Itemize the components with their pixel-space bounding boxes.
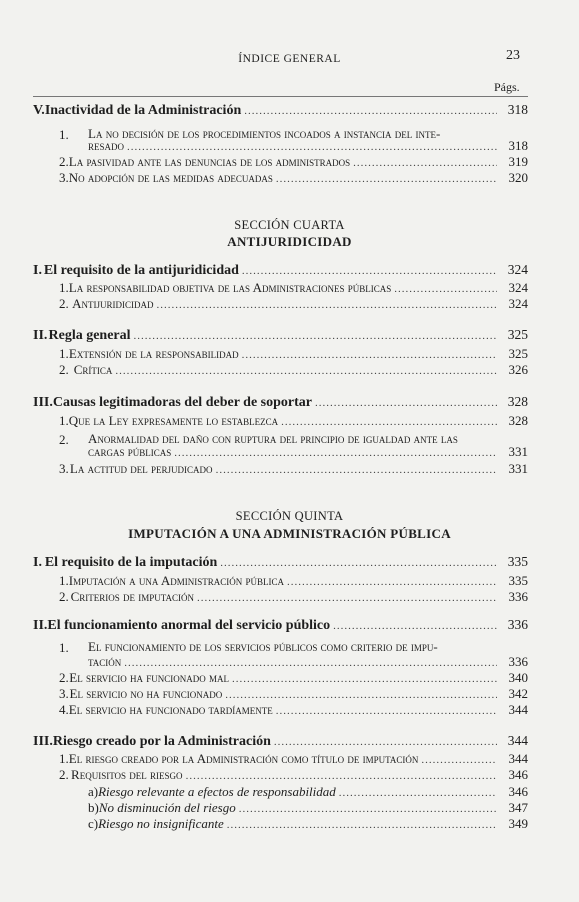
dot-leader (242, 265, 497, 277)
toc-heading[interactable]: II. El funcionamiento anormal del servicio público ..... 336 (33, 617, 528, 635)
section-label: SECCIÓN CUARTA (234, 218, 345, 232)
toc-item-text[interactable]: Anormalidad del daño con ruptura del principio de igualdad ante las (88, 431, 458, 446)
toc-item[interactable]: 2. El servicio ha funcionado mal ..... 340 (33, 670, 528, 688)
dot-leader (276, 705, 497, 717)
toc-item[interactable]: 1. El riesgo creado por la Administración como título de imputación ..... 344 (33, 751, 528, 769)
section-title: IMPUTACIÓN A UNA ADMINISTRACIÓN PÚBLICA (128, 526, 451, 541)
toc-item[interactable]: 2. La pasividad ante las denuncias de los administrados ..... 319 (33, 154, 528, 172)
dot-leader (220, 557, 497, 569)
dot-leader (281, 416, 497, 428)
dot-leader (353, 157, 497, 169)
toc-heading[interactable]: III. Riesgo creado por la Administración ..... 344 (33, 733, 528, 751)
dot-leader (244, 105, 497, 117)
dot-leader (157, 299, 497, 311)
toc-item[interactable]: tación ..... 336 (60, 654, 528, 672)
dot-leader (127, 141, 497, 153)
toc-item[interactable]: 2. Requisitos del riesgo ..... 346 (33, 767, 528, 785)
toc-heading[interactable]: I. El requisito de la antijuridicidad ..... 324 (33, 262, 528, 280)
dot-leader (239, 803, 497, 815)
pages-column-label: Págs. (494, 80, 520, 94)
toc-item-text[interactable]: El funcionamiento de los servicios públicos como criterio de impu- (88, 639, 438, 654)
dot-leader (124, 657, 497, 669)
toc-item[interactable]: 2. Crítica ..... 326 (33, 362, 528, 380)
toc-subitem[interactable]: c) Riesgo no insignificante ..... 349 (33, 816, 528, 834)
dot-leader (287, 576, 497, 588)
toc-item[interactable]: 3. El servicio no ha funcionado ..... 342 (33, 686, 528, 704)
dot-leader (276, 173, 497, 185)
toc-item[interactable]: resado ..... 318 (60, 138, 528, 156)
dot-leader (227, 819, 497, 831)
toc-item-text[interactable]: La no decisión de los procedimientos incoados a instancia del inte- (88, 126, 441, 141)
dot-leader (115, 365, 497, 377)
running-header: ÍNDICE GENERAL (238, 53, 341, 65)
dot-leader (186, 770, 497, 782)
dot-leader (339, 787, 497, 799)
toc-item[interactable]: 3. La actitud del perjudicado ..... 331 (33, 461, 528, 479)
dot-leader (197, 592, 497, 604)
toc-item[interactable]: 4. El servicio ha funcionado tardíamente ..... 344 (33, 702, 528, 720)
toc-item[interactable]: 1. Extensión de la responsabilidad ..... 325 (33, 346, 528, 364)
dot-leader (174, 447, 497, 459)
header-rule (33, 96, 528, 97)
toc-item[interactable]: 3. No adopción de las medidas adecuadas ..... 320 (33, 170, 528, 188)
toc-heading[interactable]: I. El requisito de la imputación ..... 335 (33, 554, 528, 572)
dot-leader (394, 283, 497, 295)
toc-item[interactable]: 1. Imputación a una Administración pública ..... 335 (33, 573, 528, 591)
dot-leader (333, 620, 497, 632)
section-label: SECCIÓN QUINTA (235, 509, 344, 523)
toc-item[interactable]: 2. Criterios de imputación ..... 336 (33, 589, 528, 607)
toc-subitem[interactable]: b) No disminución del riesgo ..... 347 (33, 800, 528, 818)
dot-leader (134, 330, 497, 342)
dot-leader (274, 736, 497, 748)
toc-item-number: 1. (59, 127, 69, 142)
section-title: ANTIJURIDICIDAD (227, 234, 352, 249)
dot-leader (216, 464, 497, 476)
toc-item-number: 2. (59, 432, 69, 447)
dot-leader (232, 673, 497, 685)
page-number: 23 (506, 48, 520, 63)
dot-leader (421, 754, 497, 766)
dot-leader (242, 349, 497, 361)
toc-heading[interactable]: V. Inactividad de la Administración ..... 318 (33, 102, 528, 120)
toc-item[interactable]: 1. Que la Ley expresamente lo establezca ..... 328 (33, 413, 528, 431)
toc-heading[interactable]: III. Causas legitimadoras del deber de soportar ..... 328 (33, 394, 528, 412)
dot-leader (315, 397, 497, 409)
dot-leader (225, 689, 497, 701)
toc-item[interactable]: 2. Antijuridicidad ..... 324 (33, 296, 528, 314)
toc-item[interactable]: 1. La responsabilidad objetiva de las Administraciones públicas ..... 324 (33, 280, 528, 298)
toc-item-number: 1. (59, 640, 69, 655)
toc-item[interactable]: cargas públicas ..... 331 (60, 444, 528, 462)
toc-heading[interactable]: II. Regla general ..... 325 (33, 327, 528, 345)
toc-subitem[interactable]: a) Riesgo relevante a efectos de responsabilidad ..... 346 (33, 784, 528, 802)
